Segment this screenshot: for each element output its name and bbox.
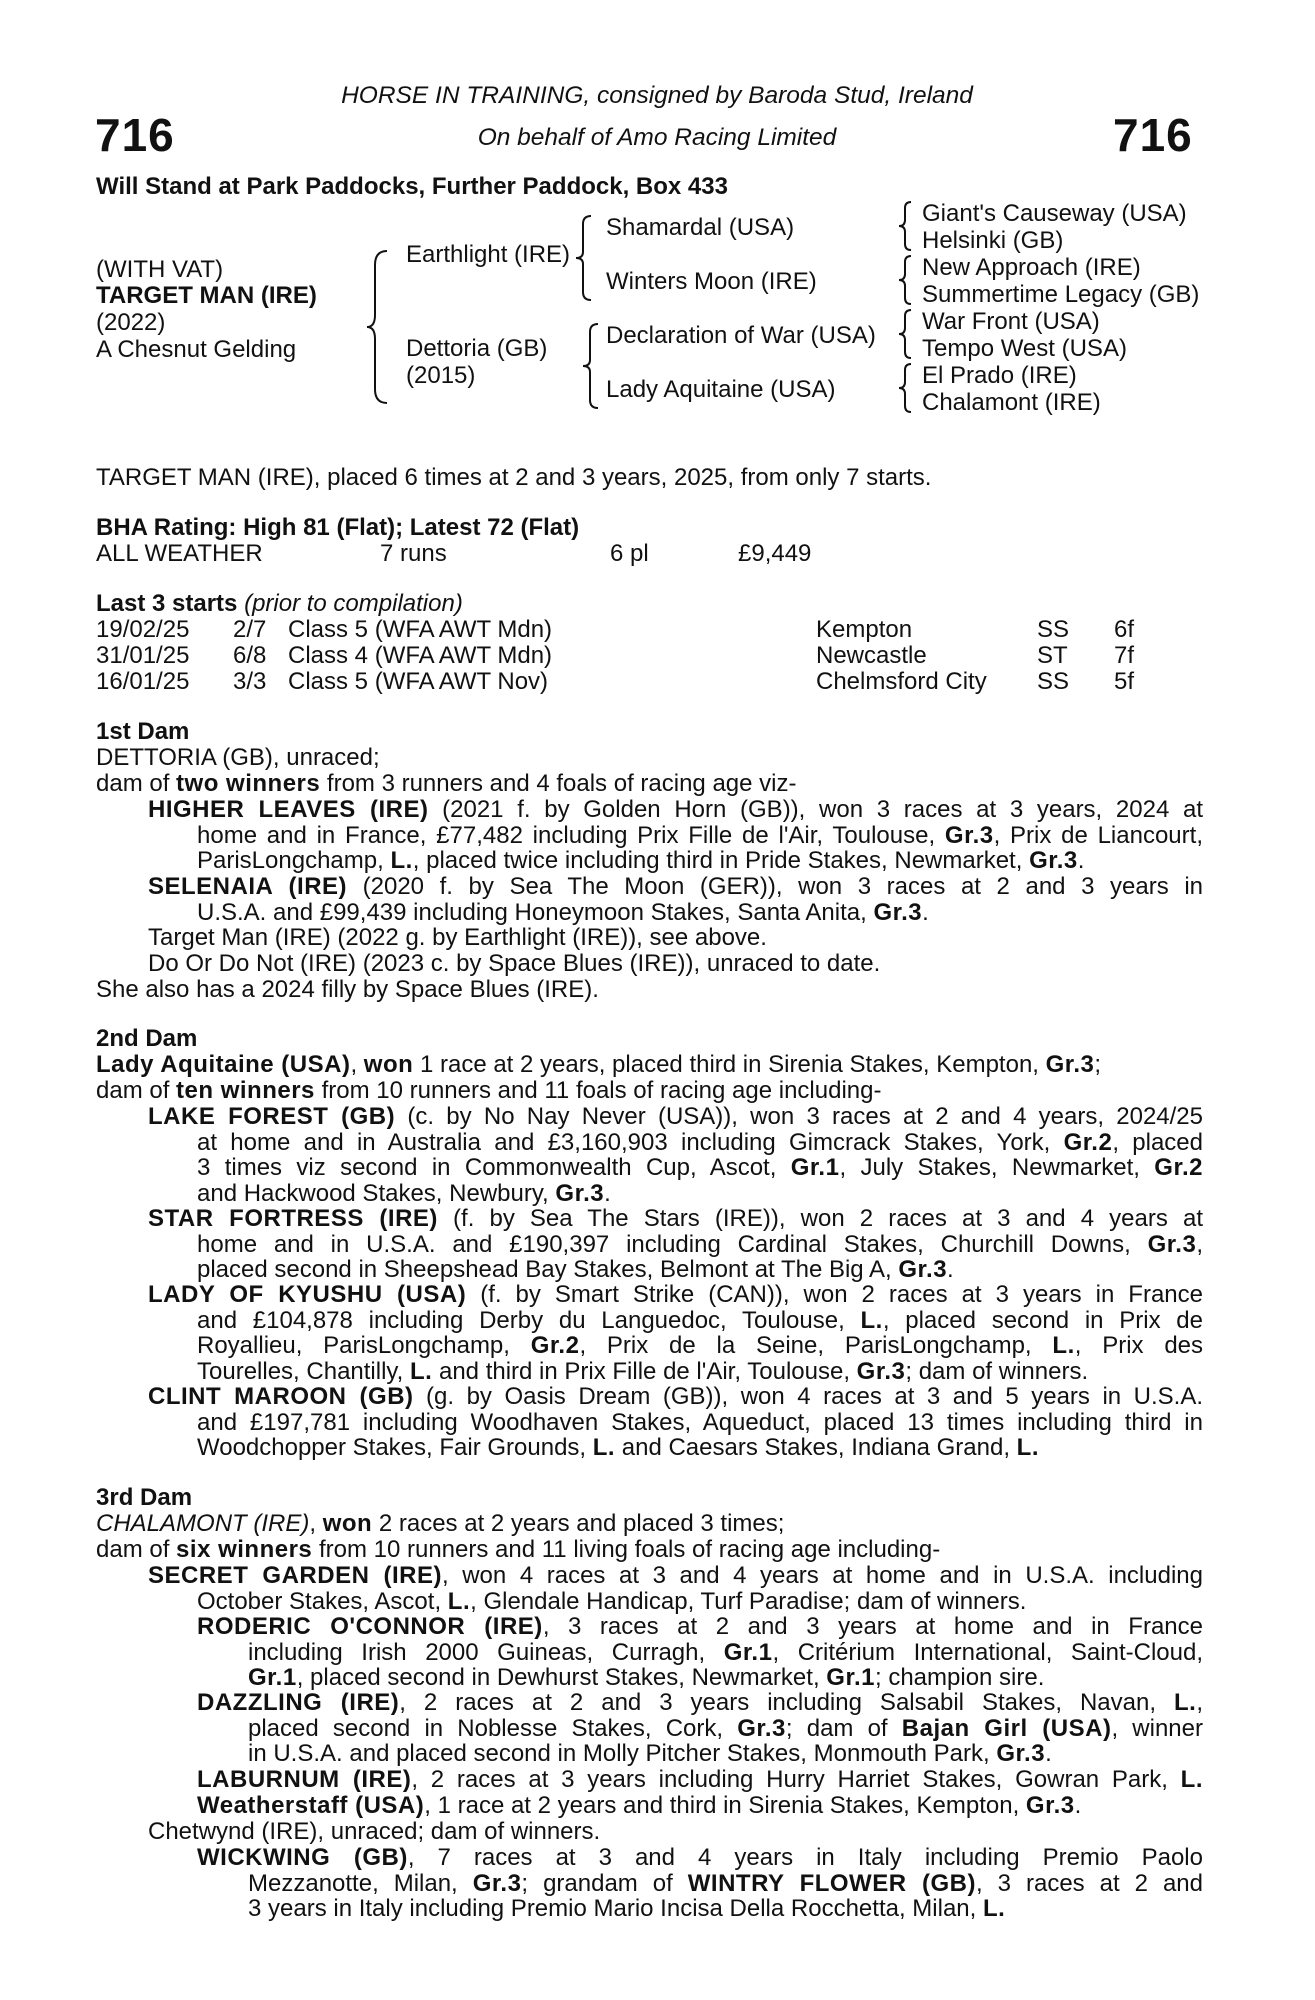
text: ; grandam of <box>521 1869 688 1897</box>
grade: Gr.3 <box>737 1714 786 1742</box>
text: , winner <box>1111 1714 1203 1742</box>
text: , Critérium International, Saint-Cloud, <box>772 1638 1203 1666</box>
produce-entry <box>197 1614 1203 1691</box>
start-race: Class 4 (WFA AWT Mdn) <box>288 642 553 669</box>
start-race: Class 5 (WFA AWT Nov) <box>288 668 549 695</box>
text: U.S.A. and £99,439 including Honeymoon Stakes, Santa Anita, <box>197 898 874 926</box>
text: . <box>947 1256 954 1283</box>
grade: Gr.1 <box>790 1154 840 1181</box>
entry-line <box>197 1640 1203 1666</box>
text: ParisLongchamp, <box>197 847 391 874</box>
text: and Caesars Stakes, Indiana Grand, <box>615 1434 1017 1461</box>
produce-entry <box>148 797 1203 874</box>
start-course: Chelmsford City <box>816 668 987 695</box>
start-date: 31/01/25 <box>96 642 190 669</box>
text: ; champion sire. <box>874 1664 1045 1691</box>
winners-count: ten winners <box>176 1077 315 1104</box>
grade: Gr.3 <box>996 1740 1046 1767</box>
grade: Gr.3 <box>472 1869 522 1897</box>
horse-name: HIGHER LEAVES (IRE) <box>148 796 429 823</box>
entry-line <box>148 1308 1203 1334</box>
text: Mezzanotte, Milan, <box>248 1869 473 1897</box>
entry-line <box>148 1589 1203 1615</box>
horse-name: DAZZLING (IRE) <box>197 1689 400 1716</box>
text: , 7 races at 3 and 4 years in Italy including Premio Paolo <box>407 1844 1203 1871</box>
produce-entry: Chetwynd (IRE), unraced; dam of winners. <box>148 1818 601 1845</box>
text: dam of <box>96 770 177 797</box>
entry-line <box>148 1257 1203 1283</box>
text: , Prix de la Seine, ParisLongchamp, <box>579 1332 1053 1359</box>
text: , <box>1196 1230 1203 1258</box>
entry-line <box>197 1741 1203 1767</box>
produce-entry <box>148 874 1203 925</box>
grade: L. <box>409 1357 433 1385</box>
entry-line <box>148 874 1203 900</box>
grade: Gr.3 <box>1147 1230 1197 1258</box>
text: dam of <box>96 1536 177 1563</box>
sire-dam: Winters Moon (IRE) <box>606 268 817 295</box>
consignor-line: HORSE IN TRAINING, consigned by Baroda Stud, Ireland <box>341 82 973 109</box>
text: , 2 races at 2 and 3 years including Salsabil Stakes, Navan, <box>399 1689 1174 1716</box>
vat-label: (WITH VAT) <box>96 256 224 283</box>
surface-label: ALL WEATHER <box>96 540 263 567</box>
entry-line <box>148 1155 1203 1181</box>
entry-line <box>148 1435 1203 1461</box>
dam-name: Dettoria (GB) <box>406 335 548 362</box>
won-label: won <box>322 1510 373 1537</box>
start-distance: 6f <box>1114 616 1135 643</box>
start-race: Class 5 (WFA AWT Mdn) <box>288 616 553 643</box>
text: and £197,781 including Woodhaven Stakes, Aqueduct, placed 13 times including third in <box>197 1408 1203 1436</box>
location-line: Will Stand at Park Paddocks, Further Paddock, Box 433 <box>96 173 728 200</box>
grade: Gr.3 <box>873 898 923 926</box>
grade: Gr.2 <box>1154 1154 1203 1181</box>
third-dam-heading: 3rd Dam <box>96 1484 193 1511</box>
horse-name: STAR FORTRESS (IRE) <box>148 1205 438 1232</box>
entry-line <box>148 1232 1203 1258</box>
start-date: 16/01/25 <box>96 668 190 695</box>
text: from 3 runners and 4 foals of racing age viz- <box>320 770 797 797</box>
won-label: won <box>363 1051 414 1078</box>
entry-line <box>197 1896 1203 1922</box>
horse-name: WINTRY FLOWER (GB) <box>687 1869 977 1897</box>
gen3-3: New Approach (IRE) <box>922 254 1141 281</box>
text: 1 race at 2 years, placed third in Sirenia Stakes, Kempton, <box>413 1051 1046 1078</box>
gen3-6: Tempo West (USA) <box>922 335 1127 362</box>
start-position: 3/3 <box>233 668 267 695</box>
dam-dam: Lady Aquitaine (USA) <box>606 376 836 403</box>
text: and £104,878 including Derby du Languedoc, Toulouse, <box>197 1306 861 1334</box>
text: (f. by Smart Strike (CAN)), won 2 races at 3 years in France <box>466 1281 1203 1308</box>
horse-brace <box>365 247 395 407</box>
entry-line <box>148 1206 1203 1232</box>
behalf-line: On behalf of Amo Racing Limited <box>477 124 837 151</box>
horse-name: LADY OF KYUSHU (USA) <box>148 1281 467 1308</box>
text: , placed <box>1112 1128 1203 1156</box>
text: at home and in Australia and £3,160,903 including Gimcrack Stakes, York, <box>197 1128 1064 1156</box>
entry-line <box>148 1181 1203 1207</box>
text: 3 times viz second in Commonwealth Cup, Ascot, <box>197 1154 791 1181</box>
produce-entry <box>148 1206 1203 1283</box>
grade: L. <box>1016 1434 1039 1461</box>
grade: L. <box>1173 1689 1197 1716</box>
grade: L. <box>592 1434 616 1461</box>
produce-entry: Do Or Do Not (IRE) (2023 c. by Space Blues (IRE)), unraced to date. <box>148 950 881 977</box>
winners-count: six winners <box>176 1536 313 1563</box>
text: and Hackwood Stakes, Newbury, <box>197 1179 556 1207</box>
grade: L. <box>390 847 413 874</box>
gen3-5: War Front (USA) <box>922 308 1100 335</box>
entry-line <box>197 1871 1203 1897</box>
grade: Gr.3 <box>856 1357 906 1385</box>
text: (2021 f. by Golden Horn (GB)), won 3 races at 3 years, 2024 at <box>428 796 1203 823</box>
produce-entry <box>197 1690 1203 1767</box>
grade: Gr.1 <box>723 1638 773 1666</box>
grade: Gr.3 <box>1045 1051 1095 1078</box>
text: . <box>1045 1740 1052 1767</box>
earnings: £9,449 <box>738 540 812 567</box>
text: (f. by Sea The Stars (IRE)), won 2 races at 3 and 4 years at <box>437 1205 1203 1232</box>
grade: Gr.3 <box>1025 1792 1075 1819</box>
start-distance: 5f <box>1114 668 1135 695</box>
text: , 2 races at 3 years including Hurry Harriet Stakes, Gowran Park, <box>411 1766 1181 1793</box>
grade: Gr.3 <box>555 1179 605 1207</box>
text: ; dam of <box>785 1714 902 1742</box>
dam-brace <box>580 322 602 410</box>
sire-sire: Shamardal (USA) <box>606 214 795 241</box>
text: , Prix de Liancourt, <box>993 821 1203 849</box>
entry-line <box>148 1384 1203 1410</box>
dam-sire: Declaration of War (USA) <box>606 322 876 349</box>
produce-entry <box>148 1282 1203 1384</box>
text: , 1 race at 2 years and third in Sirenia Stakes, Kempton, <box>424 1792 1026 1819</box>
grade: L. <box>1052 1332 1075 1359</box>
start-position: 6/8 <box>233 642 267 669</box>
entry-line <box>148 1359 1203 1385</box>
entry-line <box>197 1767 1203 1793</box>
entry-line <box>148 1130 1203 1156</box>
grade: Gr.2 <box>530 1332 580 1359</box>
sire-brace <box>573 214 595 302</box>
text: , <box>1196 1689 1203 1716</box>
text: . <box>922 898 929 926</box>
text: (2020 f. by Sea The Moon (GER)), won 3 races at 2 and 3 years in <box>347 873 1204 900</box>
entry-line <box>197 1690 1203 1716</box>
text: placed second in Noblesse Stakes, Cork, <box>248 1714 738 1742</box>
text: , July Stakes, Newmarket, <box>839 1154 1155 1181</box>
text: ; <box>1094 1051 1102 1078</box>
start-going: SS <box>1037 616 1070 643</box>
text: from 10 runners and 11 foals of racing age including- <box>314 1077 882 1104</box>
grade: Gr.2 <box>1063 1128 1113 1156</box>
gen3-1: Giant's Causeway (USA) <box>922 200 1187 227</box>
produce-entry <box>197 1767 1203 1793</box>
text: October Stakes, Ascot, <box>197 1587 448 1615</box>
text: , placed twice including third in Pride Stakes, Newmarket, <box>412 847 1030 874</box>
first-dam-heading: 1st Dam <box>96 718 190 745</box>
lot-number-right: 716 <box>1113 109 1193 161</box>
text: from 10 runners and 11 living foals of racing age including- <box>312 1536 941 1563</box>
grade: L. <box>860 1306 883 1334</box>
text: Royallieu, ParisLongchamp, <box>197 1332 531 1359</box>
text: (g. by Oasis Dream (GB)), won 4 races at 3 and 5 years in U.S.A. <box>413 1383 1203 1410</box>
produce-entry: Target Man (IRE) (2022 g. by Earthlight (IRE)), see above. <box>148 924 767 951</box>
produce-entry <box>148 1104 1203 1206</box>
grade: Gr.1 <box>248 1664 297 1691</box>
bha-rating: BHA Rating: High 81 (Flat); Latest 72 (Flat) <box>96 514 580 541</box>
horse-name: Weatherstaff (USA) <box>197 1792 425 1819</box>
start-course: Kempton <box>816 616 913 643</box>
text: Tourelles, Chantilly, <box>197 1357 410 1385</box>
grade: L. <box>1180 1766 1203 1793</box>
produce-entry <box>148 1563 1203 1614</box>
text: , placed second in Dewhurst Stakes, Newmarket, <box>296 1664 827 1691</box>
horse-name: CLINT MAROON (GB) <box>148 1383 414 1410</box>
grade: Gr.3 <box>944 821 994 849</box>
runs-count: 7 runs <box>380 540 447 567</box>
gen3-8: Chalamont (IRE) <box>922 389 1101 416</box>
entry-line <box>148 848 1203 874</box>
produce-entry <box>148 1384 1203 1461</box>
gen3-2: Helsinki (GB) <box>922 227 1064 254</box>
entry-line <box>148 1563 1203 1589</box>
start-going: ST <box>1037 642 1068 669</box>
text: , placed second in Prix de <box>882 1306 1203 1334</box>
race-summary: TARGET MAN (IRE), placed 6 times at 2 and 3 years, 2025, from only 7 starts. <box>96 464 932 491</box>
text: placed second in Sheepshead Bay Stakes, Belmont at The Big A, <box>197 1256 899 1283</box>
entry-line <box>148 1104 1203 1130</box>
text: home and in U.S.A. and £190,397 including Cardinal Stakes, Churchill Downs, <box>197 1230 1148 1258</box>
placed-count: 6 pl <box>610 540 649 567</box>
lot-number-left: 716 <box>95 109 175 161</box>
first-dam-produce-line <box>96 771 796 797</box>
entry-line <box>148 900 1203 926</box>
horse-year: (2022) <box>96 309 166 336</box>
second-dam-line <box>96 1052 1101 1078</box>
last-starts-heading <box>96 591 463 617</box>
text: . <box>604 1179 611 1207</box>
grade: L. <box>982 1895 1006 1922</box>
produce-entry <box>197 1793 1081 1819</box>
text: ; dam of winners. <box>905 1357 1089 1385</box>
start-distance: 7f <box>1114 642 1135 669</box>
text: dam of <box>96 1077 177 1104</box>
start-position: 2/7 <box>233 616 267 643</box>
text: . <box>1077 847 1085 874</box>
dam-name: Lady Aquitaine (USA) <box>96 1051 351 1078</box>
text: 2 races at 2 years and placed 3 times; <box>372 1510 785 1537</box>
horse-name: WICKWING (GB) <box>197 1844 408 1871</box>
first-dam-line: DETTORIA (GB), unraced; <box>96 744 380 771</box>
entry-line <box>148 1282 1203 1308</box>
grade: Gr.1 <box>826 1664 875 1691</box>
grade: Gr.3 <box>898 1256 948 1283</box>
text: , Prix des <box>1074 1332 1204 1359</box>
text: , 3 races at 2 and 3 years at home and in France <box>542 1613 1203 1640</box>
horse-name: TARGET MAN (IRE) <box>96 282 317 309</box>
produce-entry <box>197 1845 1203 1922</box>
entry-line <box>197 1716 1203 1742</box>
start-going: SS <box>1037 668 1070 695</box>
gen3-brace-3 <box>896 308 916 360</box>
dam-name: CHALAMONT (IRE) <box>96 1510 310 1537</box>
text: and third in Prix Fille de l'Air, Toulouse, <box>432 1357 857 1385</box>
horse-name: RODERIC O'CONNOR (IRE) <box>197 1613 543 1640</box>
horse-name: Bajan Girl (USA) <box>901 1714 1112 1742</box>
horse-name: LAKE FOREST (GB) <box>148 1103 396 1130</box>
entry-line <box>197 1845 1203 1871</box>
text: , <box>350 1051 364 1078</box>
sire-name: Earthlight (IRE) <box>406 241 571 268</box>
horse-description: A Chesnut Gelding <box>96 336 297 363</box>
text: including Irish 2000 Guineas, Curragh, <box>248 1638 724 1666</box>
text: in U.S.A. and placed second in Molly Pitcher Stakes, Monmouth Park, <box>248 1740 997 1767</box>
horse-name: SELENAIA (IRE) <box>148 873 348 900</box>
gen3-brace-2 <box>896 254 916 306</box>
gen3-brace-1 <box>896 200 916 252</box>
text: home and in France, £77,482 including Prix Fille de l'Air, Toulouse, <box>197 821 945 849</box>
entry-line <box>197 1665 1203 1691</box>
text: , 3 races at 2 and <box>976 1869 1204 1897</box>
entry-line <box>148 1410 1203 1436</box>
first-dam-also: She also has a 2024 filly by Space Blues (IRE). <box>96 976 599 1003</box>
dam-year: (2015) <box>406 362 476 389</box>
entry-line <box>148 823 1203 849</box>
start-course: Newcastle <box>816 642 927 669</box>
text: , <box>309 1510 323 1537</box>
horse-name: LABURNUM (IRE) <box>197 1766 412 1793</box>
start-date: 19/02/25 <box>96 616 190 643</box>
text: , won 4 races at 3 and 4 years at home and in U.S.A. including <box>441 1562 1203 1589</box>
second-dam-heading: 2nd Dam <box>96 1025 198 1052</box>
second-dam-produce-line <box>96 1078 881 1104</box>
grade: Gr.3 <box>1029 847 1078 874</box>
grade: L. <box>447 1587 471 1615</box>
entry-line <box>148 797 1203 823</box>
text: . <box>1074 1792 1082 1819</box>
third-dam-produce-line <box>96 1537 940 1563</box>
text: , Glendale Handicap, Turf Paradise; dam of winners. <box>470 1587 1027 1615</box>
gen3-7: El Prado (IRE) <box>922 362 1077 389</box>
last-starts-note: (prior to compilation) <box>244 590 463 617</box>
text: (c. by No Nay Never (USA)), won 3 races at 2 and 4 years, 2024/25 <box>395 1103 1203 1130</box>
last-starts-title: Last 3 starts <box>96 590 238 617</box>
gen3-brace-4 <box>896 362 916 414</box>
third-dam-line <box>96 1511 784 1537</box>
text: Woodchopper Stakes, Fair Grounds, <box>197 1434 593 1461</box>
gen3-4: Summertime Legacy (GB) <box>922 281 1200 308</box>
horse-name: SECRET GARDEN (IRE) <box>148 1562 442 1589</box>
entry-line <box>148 1333 1203 1359</box>
text: 3 years in Italy including Premio Mario Incisa Della Rocchetta, Milan, <box>248 1895 983 1922</box>
entry-line <box>197 1614 1203 1640</box>
winners-count: two winners <box>176 770 321 797</box>
